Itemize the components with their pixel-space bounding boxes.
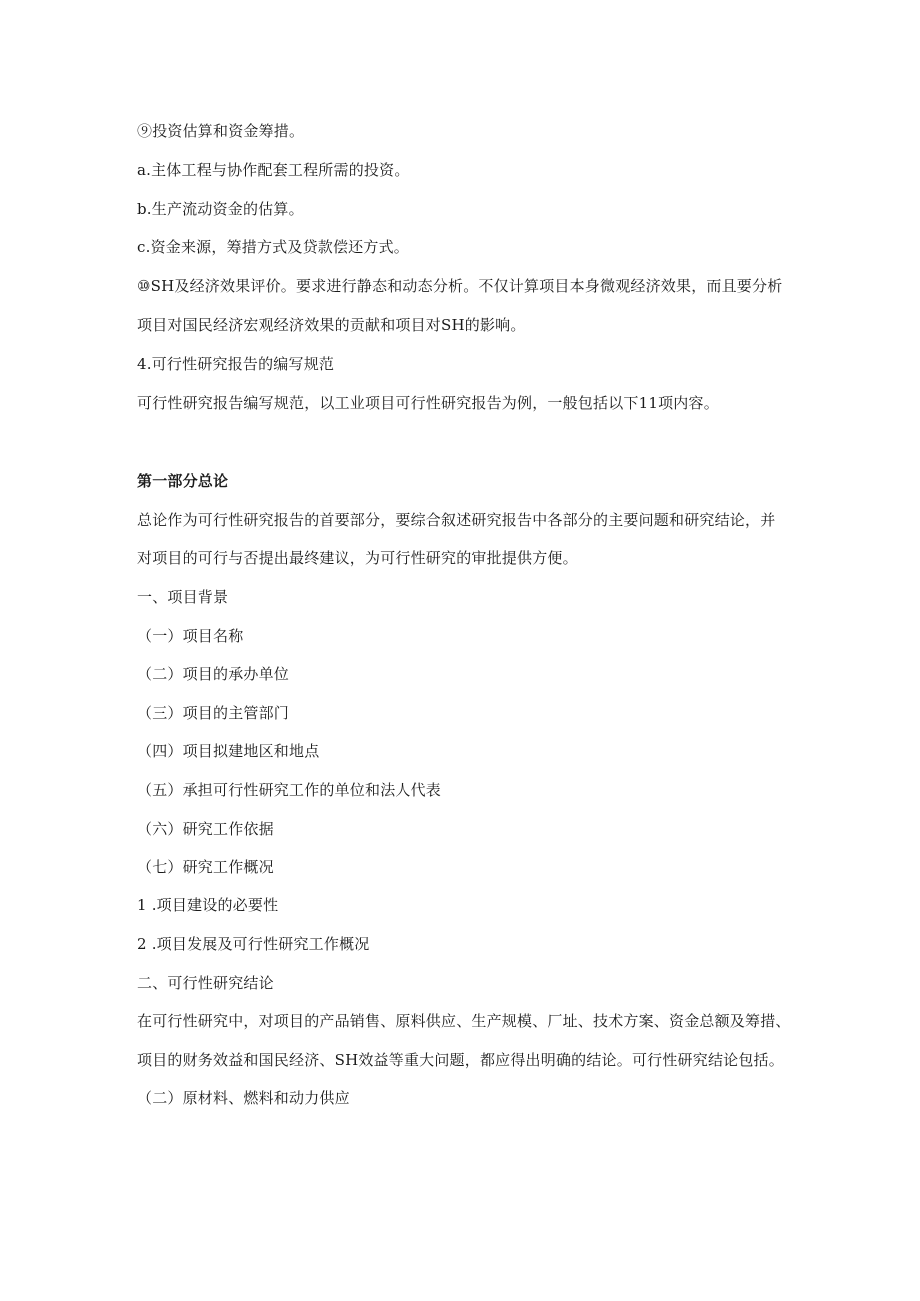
subsection-title: 二、可行性研究结论 xyxy=(137,974,274,992)
section-title: 4.可行性研究报告的编写规范 xyxy=(137,355,335,373)
list-item: 2 .项目发展及可行性研究工作概况 xyxy=(137,935,370,953)
list-item-b: b.生产流动资金的估算。 xyxy=(137,200,304,218)
list-item-investment-estimate: ⑨投资估算和资金筹措。 xyxy=(137,122,305,140)
paragraph-line: 对项目的可行与否提出最终建议，为可行性研究的审批提供方便。 xyxy=(137,549,578,567)
list-item: （三）项目的主管部门 xyxy=(137,704,290,722)
list-item: （一）项目名称 xyxy=(137,627,244,645)
list-item-c: c.资金来源，筹措方式及贷款偿还方式。 xyxy=(137,238,409,256)
list-item: （六）研究工作依据 xyxy=(137,820,274,838)
list-item: （五）承担可行性研究工作的单位和法人代表 xyxy=(137,781,442,799)
paragraph-line: 项目对国民经济宏观经济效果的贡献和项目对SH的影响。 xyxy=(137,316,526,334)
part-heading: 第一部分总论 xyxy=(137,472,229,490)
paragraph-line: 项目的财务效益和国民经济、SH效益等重大问题，都应得出明确的结论。可行性研究结论包括。 xyxy=(137,1051,784,1069)
paragraph-line: ⑩SH及经济效果评价。要求进行静态和动态分析。不仅计算项目本身微观经济效果，而且要分析 xyxy=(137,277,783,295)
paragraph-line: 可行性研究报告编写规范，以工业项目可行性研究报告为例，一般包括以下11项内容。 xyxy=(137,394,719,412)
list-item: （二）原材料、燃料和动力供应 xyxy=(137,1089,350,1107)
paragraph-line: 总论作为可行性研究报告的首要部分，要综合叙述研究报告中各部分的主要问题和研究结论，并 xyxy=(137,511,776,529)
list-item-a: a.主体工程与协作配套工程所需的投资。 xyxy=(137,161,410,179)
list-item: （二）项目的承办单位 xyxy=(137,665,290,683)
subsection-title: 一、项目背景 xyxy=(137,588,229,606)
list-item: （四）项目拟建地区和地点 xyxy=(137,742,320,760)
list-item: （七）研究工作概况 xyxy=(137,858,274,876)
list-item: 1 .项目建设的必要性 xyxy=(137,896,279,914)
paragraph-line: 在可行性研究中，对项目的产品销售、原料供应、生产规模、厂址、技术方案、资金总额及筹措、 xyxy=(137,1012,791,1030)
